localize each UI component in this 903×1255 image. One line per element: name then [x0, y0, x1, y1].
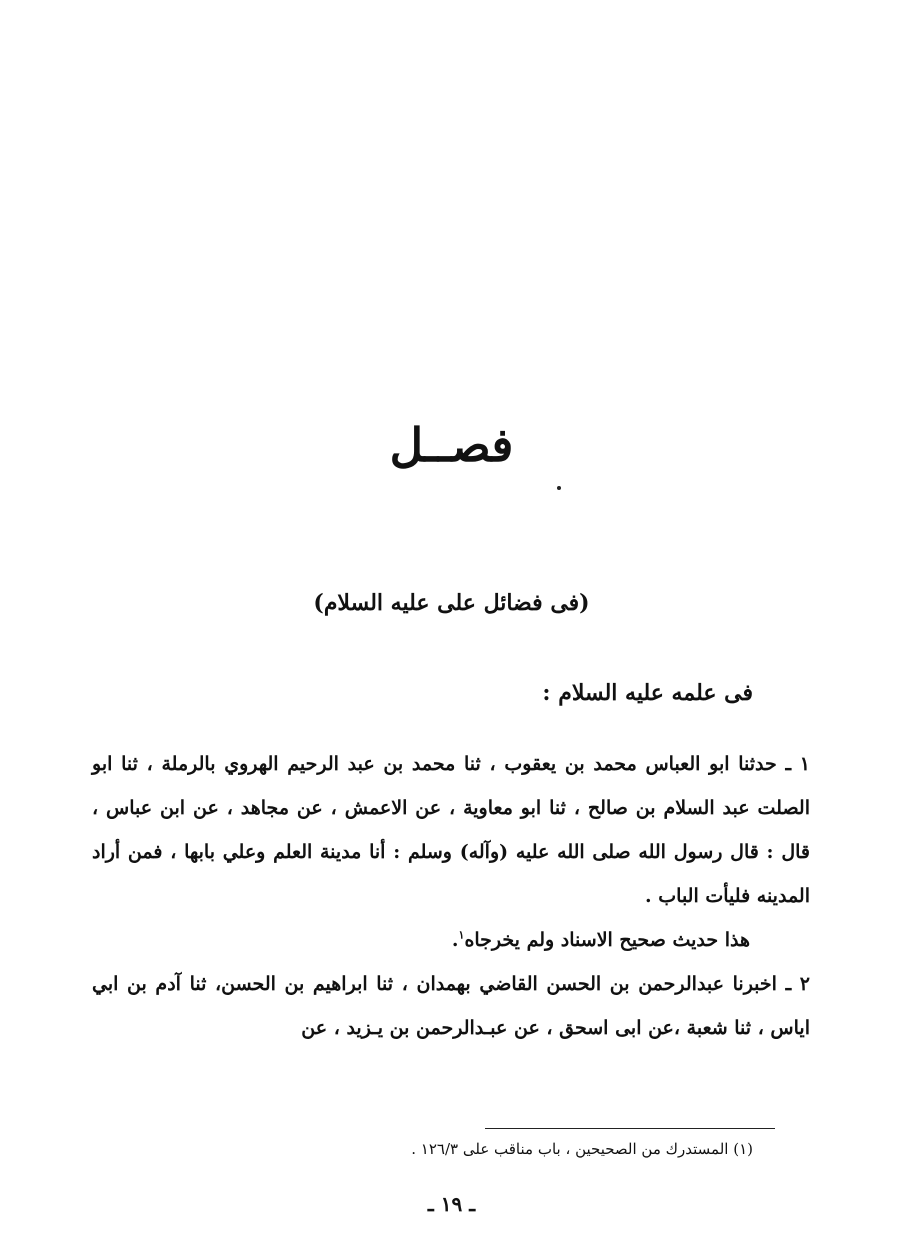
- chapter-title: فصــل: [389, 418, 514, 472]
- paragraph-hadith-1: ١ ـ حدثنا ابو العباس محمد بن يعقوب ، ثنا محمد بن عبد الرحيم الهروي بالرملة ، ثنا ابو الصلت عبد السلام بن صالح ، ثنا ابو معاوية ، عن الاعمش ، عن مجاهد ، عن ابن عباس ، قال : قال رسول الله صلى الله عليه (وآله) وسلم : أنا مدينة العلم وعلي بابها ، فمن أراد المدينه فليأت الباب .: [92, 753, 810, 907]
- sub-heading: فى علمه عليه السلام :: [542, 680, 753, 706]
- paragraph-grading: [92, 918, 810, 962]
- paragraph-hadith-2: ٢ ـ اخبرنا عبدالرحمن بن الحسن القاضي بهمدان ، ثنا ابراهيم بن الحسن، ثنا آدم بن ابي اياس ، ثنا شعبة ،عن ابى اسحق ، عن عبـدالرحمن بن يـزيد ، عن: [92, 973, 810, 1039]
- section-heading: (فى فضائل على عليه السلام): [313, 590, 590, 616]
- grading-end: .: [451, 929, 459, 951]
- page-number: ـ ١٩ ـ: [427, 1192, 476, 1216]
- ornament-dot: [557, 486, 561, 490]
- body-text: [92, 742, 810, 1050]
- footnote-divider: [485, 1128, 775, 1129]
- footnote: (١) المستدرك من الصحيحين ، باب مناقب على ١٢٦/٣ .: [411, 1140, 753, 1158]
- footnote-reference: ١: [458, 928, 465, 942]
- grading-text: هذا حديث صحيح الاسناد ولم يخرجاه: [464, 929, 750, 951]
